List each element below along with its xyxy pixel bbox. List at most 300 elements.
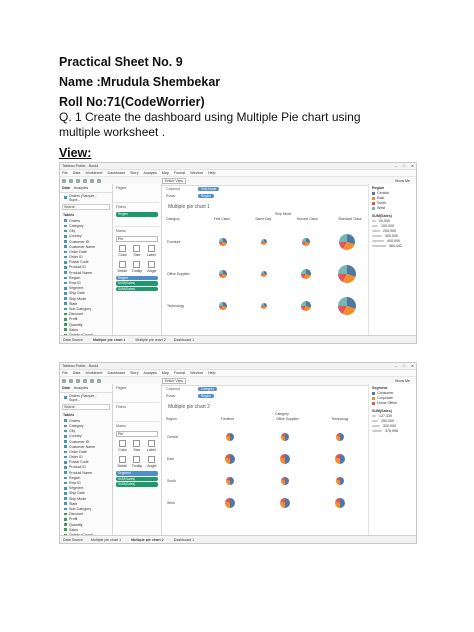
pie-slice[interactable] <box>340 433 344 441</box>
menu-item-data[interactable]: Data <box>72 371 81 375</box>
menu-item-dashboard[interactable]: Dashboard <box>107 371 126 375</box>
size-label: 200,000 <box>381 419 394 423</box>
menu-item-map[interactable]: Map <box>161 171 169 175</box>
mark-button-label: Angle <box>147 268 157 273</box>
mark-color-button[interactable] <box>118 440 127 452</box>
menu-item-help[interactable]: Help <box>208 371 216 375</box>
pie-chart[interactable] <box>338 265 356 283</box>
tab-data[interactable]: Data <box>62 186 70 190</box>
size-label: 20,000 <box>379 219 390 223</box>
field-type-icon <box>64 497 67 500</box>
sort-icon[interactable] <box>97 379 101 383</box>
field-type-icon <box>64 302 67 305</box>
field-type-icon <box>64 297 67 300</box>
pie-chart[interactable] <box>280 454 290 464</box>
columns-shelf[interactable]: Columns Category <box>166 386 217 391</box>
menu-item-map[interactable]: Map <box>161 371 169 375</box>
size-bar <box>372 235 382 238</box>
datasource-item[interactable]: Orders (Sample - Supe... <box>60 393 112 402</box>
size-bar <box>372 425 380 428</box>
size-legend-item <box>372 414 416 418</box>
rows-pill[interactable]: Region <box>198 194 214 198</box>
pie-slice[interactable] <box>301 301 306 306</box>
pie-slice[interactable] <box>285 498 290 508</box>
tab-analytics[interactable]: Analytics <box>73 386 89 390</box>
field-label: Ship Date <box>69 291 85 296</box>
window-title: Tableau Public - Book1 <box>62 164 99 168</box>
field-type-icon <box>64 230 67 233</box>
field-type-icon <box>64 492 67 495</box>
pie-chart[interactable] <box>338 297 356 315</box>
pie-chart[interactable] <box>226 477 234 485</box>
pie-slice[interactable] <box>261 271 264 274</box>
size-bar <box>372 240 384 243</box>
sheet-tab[interactable]: Multiple pie chart 1 <box>90 537 122 542</box>
redo-icon[interactable] <box>69 379 73 383</box>
field-label: Ship Date <box>69 491 85 496</box>
menu-bar <box>60 170 416 177</box>
save-icon[interactable] <box>76 379 80 383</box>
row-header-title: Category <box>166 217 180 221</box>
marks-pill[interactable]: SUM(Sales) <box>116 287 158 292</box>
sheet-tab[interactable]: Data Source <box>63 337 83 342</box>
field-label: Product ID <box>69 465 86 470</box>
menu-item-file[interactable]: File <box>62 371 68 375</box>
pie-slice[interactable] <box>230 454 235 464</box>
mark-angle-button[interactable] <box>147 261 156 273</box>
mark-tooltip-button[interactable] <box>132 456 142 468</box>
sheet-tab[interactable]: Dashboard 1 <box>173 537 195 542</box>
new-sheet-icon[interactable] <box>83 379 87 383</box>
size-legend-title: SUM(Sales) <box>372 409 392 413</box>
field-label: City <box>69 429 76 434</box>
mark-button-label: Detail <box>117 268 127 273</box>
mark-button-label: Size <box>133 448 141 452</box>
tables-heading: Tables <box>63 413 75 418</box>
menu-item-window[interactable]: Window <box>190 171 204 175</box>
menu-item-file[interactable]: File <box>62 171 68 175</box>
field-label: Customer ID <box>69 439 90 444</box>
field-label: State <box>69 501 78 506</box>
pie-chart[interactable] <box>335 454 345 464</box>
pie-slice[interactable] <box>261 303 264 306</box>
row-header: Central <box>167 435 178 439</box>
save-icon[interactable] <box>76 179 80 183</box>
pie-chart[interactable] <box>219 302 227 310</box>
show-me-button[interactable]: Show Me <box>395 179 410 183</box>
mark-button-label: Tooltip <box>131 268 143 273</box>
field-label: Profit <box>69 517 78 522</box>
mark-tooltip-button[interactable] <box>132 261 142 273</box>
legend-swatch <box>372 192 375 195</box>
field-type-icon <box>64 528 67 531</box>
field-type-icon <box>64 313 67 316</box>
pie-chart[interactable] <box>336 477 344 485</box>
column-header: Second Class <box>296 217 318 221</box>
legend-item[interactable] <box>372 201 416 205</box>
sheet-tabs <box>60 535 416 543</box>
cards-pane <box>113 384 162 536</box>
pie-chart[interactable] <box>302 238 310 246</box>
close-icon[interactable]: ✕ <box>410 164 414 168</box>
field-type-icon <box>64 287 67 290</box>
field-label: Region <box>69 475 81 480</box>
pie-chart[interactable] <box>219 270 227 278</box>
mark-angle-button[interactable] <box>147 456 156 468</box>
mark-button-label: Color <box>118 448 127 452</box>
columns-pill[interactable]: Ship Mode <box>198 187 219 191</box>
field-type-icon <box>64 251 67 254</box>
label-icon <box>148 245 155 252</box>
datasource-item[interactable]: Orders (Sample - Supe... <box>60 193 112 202</box>
filters-card: Filters <box>116 205 126 209</box>
sheet-title: Multiple pie chart 1 <box>168 204 210 210</box>
mark-size-button[interactable] <box>133 245 140 257</box>
sheet-tab[interactable]: Multiple pie chart 2 <box>135 337 166 342</box>
mark-buttons-2 <box>113 454 161 470</box>
field-label: Product Name <box>69 270 92 275</box>
mark-size-button[interactable] <box>133 440 140 452</box>
field-label: Orders <box>69 418 80 423</box>
field-type-icon <box>64 518 67 521</box>
menu-item-format[interactable]: Format <box>173 171 186 175</box>
marks-pills <box>113 276 161 292</box>
field-type-icon <box>64 425 67 428</box>
field-label: Profit <box>69 317 78 322</box>
size-icon <box>133 245 140 252</box>
field-type-icon <box>64 513 67 516</box>
pie-slice[interactable] <box>285 477 289 485</box>
field-type-icon <box>64 261 67 264</box>
field-label: City <box>69 229 76 234</box>
marks-type-select[interactable]: Pie <box>116 236 158 242</box>
legend-pane <box>368 184 416 336</box>
field-type-icon <box>64 482 67 485</box>
marks-type-select[interactable]: Pie <box>116 431 158 437</box>
pie-slice[interactable] <box>340 498 345 508</box>
legend-label: Corporate <box>377 396 393 400</box>
menu-item-story[interactable]: Story <box>130 371 139 375</box>
menu-item-analysis[interactable]: Analysis <box>143 171 157 175</box>
field-label: Country <box>69 434 82 439</box>
filter-pill[interactable]: Region <box>116 212 158 217</box>
pie-slice[interactable] <box>219 302 223 306</box>
datasource-icon <box>64 196 67 199</box>
field-label: Sub-Category <box>69 306 92 311</box>
pie-chart[interactable] <box>261 303 267 309</box>
window-titlebar <box>60 363 416 370</box>
rows-shelf[interactable]: Rows Region <box>166 193 214 198</box>
pie-chart[interactable] <box>336 433 344 441</box>
mark-button-label: Tooltip <box>131 464 143 468</box>
sort-icon[interactable] <box>97 179 101 183</box>
menu-item-window[interactable]: Window <box>190 371 204 375</box>
new-sheet-icon[interactable] <box>83 179 87 183</box>
field-list <box>60 418 112 537</box>
mark-buttons <box>113 243 161 259</box>
field-label: Order Date <box>69 249 87 254</box>
mark-label-button[interactable] <box>147 440 156 452</box>
rows-shelf[interactable]: Rows Region <box>166 393 214 398</box>
swap-icon[interactable] <box>90 179 94 183</box>
redo-icon[interactable] <box>69 179 73 183</box>
columns-shelf[interactable]: Columns Ship Mode <box>166 186 219 191</box>
color-icon <box>119 440 126 447</box>
pie-slice[interactable] <box>340 454 345 464</box>
menu-item-worksheet[interactable]: Worksheet <box>85 371 103 375</box>
pie-slice[interactable] <box>339 234 347 242</box>
pie-chart[interactable] <box>280 498 290 508</box>
field-type-icon <box>64 440 67 443</box>
size-legend-item <box>372 229 416 233</box>
field-label: Discount <box>69 512 83 517</box>
legend-pane <box>368 384 416 536</box>
pie-chart[interactable] <box>261 271 267 277</box>
field-type-icon <box>64 245 67 248</box>
pie-chart[interactable] <box>281 433 289 441</box>
pie-chart[interactable] <box>339 234 355 250</box>
field-type-icon <box>64 282 67 285</box>
angle-icon <box>148 261 155 268</box>
pie-chart[interactable] <box>226 433 234 441</box>
mark-color-button[interactable] <box>118 245 127 257</box>
legend-swatch <box>372 392 375 395</box>
pie-slice[interactable] <box>302 238 306 242</box>
pie-chart[interactable] <box>281 477 289 485</box>
legend-item[interactable] <box>372 196 416 200</box>
legend-item[interactable] <box>372 396 416 400</box>
field-label: Customer Name <box>69 444 96 449</box>
sheet-tab[interactable]: Multiple pie chart 1 <box>92 337 126 342</box>
legend-item[interactable] <box>372 401 416 405</box>
size-label: 300,000 <box>383 424 396 428</box>
field-label: Row ID <box>69 481 81 486</box>
filters-card: Filters <box>116 405 126 409</box>
legend-swatch <box>372 397 375 400</box>
pie-slice[interactable] <box>338 265 347 274</box>
search-input[interactable]: Search <box>62 204 110 210</box>
marks-card: Marks <box>116 424 126 428</box>
show-me-button[interactable]: Show Me <box>395 379 410 383</box>
row-header: Office Supplies <box>167 272 190 276</box>
tableau-screenshot-1 <box>59 162 417 344</box>
field-type-icon <box>64 461 67 464</box>
size-legend-item <box>372 224 416 228</box>
row-header: Technology <box>167 304 185 308</box>
pie-chart[interactable] <box>219 238 227 246</box>
mark-button-label: Label <box>146 448 156 452</box>
marks-pill[interactable]: SUM(Sales) <box>116 477 158 482</box>
pie-chart[interactable] <box>225 454 235 464</box>
row-header-title: Region <box>166 417 177 421</box>
size-bar <box>372 415 376 418</box>
field-type-icon <box>64 318 67 321</box>
maximize-icon[interactable]: □ <box>402 164 405 168</box>
row-header: East <box>167 457 174 461</box>
close-icon[interactable]: ✕ <box>410 364 414 368</box>
detail-icon <box>119 456 126 463</box>
marks-pill[interactable]: SUM(Sales) <box>116 482 158 487</box>
tab-data[interactable]: Data <box>62 386 70 390</box>
size-bar <box>372 430 382 433</box>
legend-swatch <box>372 207 375 210</box>
field-label: Category <box>69 223 84 228</box>
tables-heading: Tables <box>63 213 75 218</box>
pie-slice[interactable] <box>340 477 344 485</box>
field-label: Quantity <box>69 522 83 527</box>
question-text: Q. 1 Create the dashboard using Multiple Pie chart using multiple worksheet . <box>59 110 361 139</box>
pie-slice[interactable] <box>301 269 306 274</box>
field-label: Orders <box>69 218 80 223</box>
size-legend-item <box>372 429 416 433</box>
rows-pill[interactable]: Region <box>198 394 214 398</box>
column-header: First Class <box>213 217 230 221</box>
column-header: Standard Class <box>338 217 362 221</box>
column-header: Office Supplies <box>276 417 299 421</box>
sheet-tab[interactable]: Multiple pie chart 2 <box>131 537 164 542</box>
field-label: Order ID <box>69 455 83 460</box>
tab-analytics[interactable]: Analytics <box>73 186 89 190</box>
color-legend-title: Segment <box>372 386 388 390</box>
field-type-icon <box>64 456 67 459</box>
maximize-icon[interactable]: □ <box>402 364 405 368</box>
fit-select[interactable]: Entire View <box>162 178 186 184</box>
field-type-icon <box>64 508 67 511</box>
undo-icon[interactable] <box>62 379 66 383</box>
legend-item[interactable] <box>372 391 416 395</box>
marks-pill[interactable]: Segment <box>116 471 158 476</box>
pie-chart[interactable] <box>335 498 345 508</box>
size-bar <box>372 245 386 248</box>
pie-chart[interactable] <box>225 498 235 508</box>
marks-pill[interactable]: Region <box>116 276 158 281</box>
field-type-icon <box>64 235 67 238</box>
menu-item-format[interactable]: Format <box>173 371 186 375</box>
size-legend-item <box>372 419 416 423</box>
pie-slice[interactable] <box>338 297 347 306</box>
sheet-tab[interactable]: Data Source <box>63 537 83 542</box>
menu-item-worksheet[interactable]: Worksheet <box>85 171 103 175</box>
mark-buttons-2 <box>113 259 161 275</box>
field-label: Customer Name <box>69 244 96 249</box>
search-input[interactable]: Search <box>62 404 110 410</box>
pie-chart[interactable] <box>261 239 267 245</box>
marks-pills <box>113 471 161 487</box>
pie-slice[interactable] <box>285 433 289 441</box>
field-label: Country <box>69 234 82 239</box>
legend-item[interactable] <box>372 206 416 210</box>
menu-item-data[interactable]: Data <box>72 171 81 175</box>
tableau-screenshot-2 <box>59 362 417 544</box>
field-type-icon <box>64 487 67 490</box>
marks-card: Marks <box>116 228 126 233</box>
field-label: Ship Mode <box>69 296 87 301</box>
pie-slice[interactable] <box>219 270 223 274</box>
swap-icon[interactable] <box>90 379 94 383</box>
pie-chart[interactable] <box>301 301 311 311</box>
mark-detail-button[interactable] <box>118 261 127 273</box>
data-pane <box>60 184 113 336</box>
field-list <box>60 218 112 337</box>
size-icon <box>133 440 140 447</box>
columns-pill[interactable]: Category <box>198 387 217 391</box>
pie-slice[interactable] <box>285 454 290 464</box>
pie-slice[interactable] <box>261 239 264 242</box>
field-label: Sub-Category <box>69 506 92 511</box>
field-type-icon <box>64 466 67 469</box>
minimize-icon[interactable]: – <box>394 364 397 368</box>
pie-chart[interactable] <box>301 269 311 279</box>
mark-label-button[interactable] <box>147 245 156 257</box>
column-header-title: Category <box>275 412 289 416</box>
cards-pane <box>113 184 162 336</box>
menu-item-dashboard[interactable]: Dashboard <box>107 171 126 175</box>
view-area <box>162 384 416 536</box>
field-label: Order ID <box>69 255 83 260</box>
size-legend-title: SUM(Sales) <box>372 214 392 218</box>
field-type-icon <box>64 328 67 331</box>
field-type-icon <box>64 523 67 526</box>
color-legend-title: Region <box>372 186 385 190</box>
legend-item[interactable] <box>372 191 416 195</box>
field-type-icon <box>64 502 67 505</box>
field-label: Ship Mode <box>69 496 87 501</box>
size-label: 376,998 <box>385 429 398 433</box>
field-type-icon <box>64 477 67 480</box>
sheet-tab[interactable]: Dashboard 1 <box>173 337 195 342</box>
practical-title: Practical Sheet No. 9 <box>59 55 183 69</box>
menu-item-story[interactable]: Story <box>130 171 139 175</box>
menu-item-help[interactable]: Help <box>208 171 216 175</box>
window-titlebar <box>60 163 416 170</box>
tooltip-icon <box>133 261 140 268</box>
field-type-icon <box>64 435 67 438</box>
field-type-icon <box>64 256 67 259</box>
marks-pill[interactable]: SUM(Sales) <box>116 281 158 286</box>
window-title: Tableau Public - Book1 <box>62 364 99 368</box>
mark-detail-button[interactable] <box>118 456 127 468</box>
field-label: Quantity <box>69 322 83 327</box>
column-header: Same Day <box>255 217 272 221</box>
size-label: 464,442 <box>389 244 402 248</box>
pie-slice[interactable] <box>230 498 235 508</box>
size-bar <box>372 420 378 423</box>
pie-slice[interactable] <box>219 238 223 242</box>
size-bar <box>372 230 380 233</box>
fit-select[interactable]: Entire View <box>162 378 186 384</box>
size-label: 400,000 <box>387 239 400 243</box>
sheet-title: Multiple pie chart 2 <box>168 404 210 410</box>
column-header: Technology <box>331 417 349 421</box>
pages-card: Pages <box>116 386 127 390</box>
field-type-icon <box>64 266 67 269</box>
undo-icon[interactable] <box>62 179 66 183</box>
pie-slice[interactable] <box>230 433 234 441</box>
data-pane <box>60 384 113 536</box>
size-legend-item <box>372 239 416 243</box>
field-label: Product ID <box>69 265 86 270</box>
pie-slice[interactable] <box>230 477 234 485</box>
legend-label: East <box>377 196 385 200</box>
roll-number: Roll No:71(CodeWorrier) <box>59 95 205 109</box>
field-type-icon <box>64 308 67 311</box>
legend-label: West <box>377 206 386 210</box>
field-label: Sales <box>69 527 78 532</box>
menu-item-analysis[interactable]: Analysis <box>143 371 157 375</box>
field-type-icon <box>64 219 67 222</box>
minimize-icon[interactable]: – <box>394 164 397 168</box>
legend-label: South <box>377 201 387 205</box>
